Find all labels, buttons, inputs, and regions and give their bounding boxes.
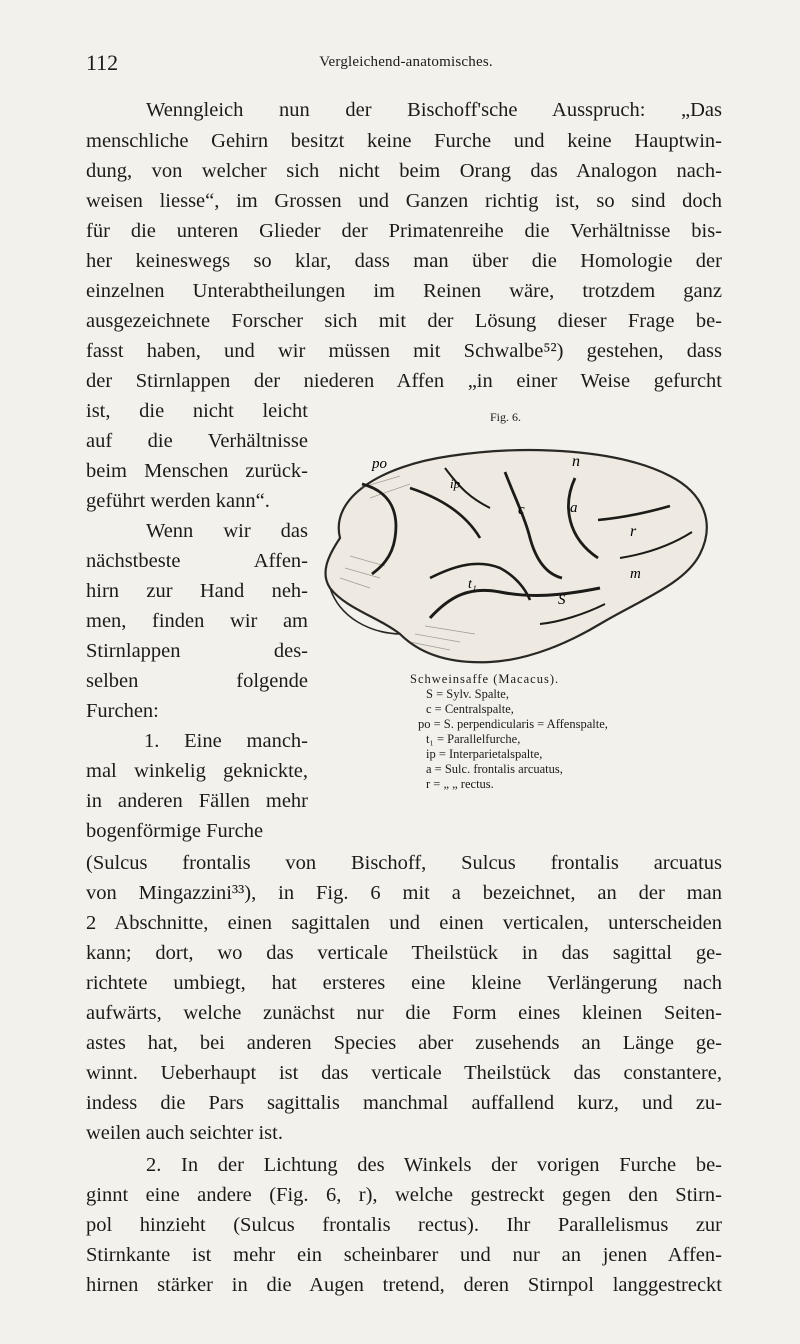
text-line: menschliche Gehirn besitzt keine Furche und keine Hauptwin- xyxy=(86,130,722,152)
text-line: ginnt eine andere (Fig. 6, r), welche gestreckt gegen den Stirn- xyxy=(86,1184,722,1206)
text-line: astes hat, bei anderen Species aber zusehends an Länge ge- xyxy=(86,1032,722,1054)
text-line: weilen auch seichter ist. xyxy=(86,1122,283,1144)
text-line: dung, von welcher sich nicht beim Orang das Analogon nach- xyxy=(86,160,722,182)
figure-label: Fig. 6. xyxy=(490,410,522,424)
running-title: Vergleichend-anatomisches. xyxy=(319,54,493,70)
caption-entry: t₁ = Parallelfurche, xyxy=(426,732,521,746)
caption-entry: po = S. perpendicularis = Affenspalte, xyxy=(418,717,608,731)
text-line: fasst haben, und wir müssen mit Schwalbe⁵²) gestehen, dass xyxy=(86,340,722,362)
caption-entry: r = „ „ rectus. xyxy=(426,777,494,791)
label-ip: ip xyxy=(450,476,461,491)
page-number: 112 xyxy=(86,50,119,75)
macaque-brain-drawing xyxy=(300,428,720,688)
text-line: der Stirnlappen der niederen Affen „in einer Weise gefurcht xyxy=(86,370,722,392)
text-line: (Sulcus frontalis von Bischoff, Sulcus frontalis arcuatus xyxy=(86,852,722,874)
text-line: Furchen: xyxy=(86,700,159,722)
label-t1: t₁ xyxy=(468,577,477,592)
text-line: 2. In der Lichtung des Winkels der vorigen Furche be- xyxy=(146,1154,722,1176)
text-line: Stirnlappen des- xyxy=(86,640,308,662)
text-line: richtete umbiegt, hat ersteres eine kleine Verlängerung nach xyxy=(86,972,722,994)
text-line: men, finden wir am xyxy=(86,610,308,632)
text-line: 2 Abschnitte, einen sagittalen und einen verticalen, unterscheiden xyxy=(86,912,722,934)
text-line: nächstbeste Affen- xyxy=(86,550,308,572)
text-line: in anderen Fällen mehr xyxy=(86,790,308,812)
text-line: kann; dort, wo das verticale Theilstück in das sagittal ge- xyxy=(86,942,722,964)
text-line: auf die Verhältnisse xyxy=(86,430,308,452)
caption-entry: ip = Interparietalspalte, xyxy=(426,747,543,761)
label-S: S xyxy=(558,592,566,608)
label-r: r xyxy=(630,523,637,540)
text-line: aufwärts, welche zunächst nur die Form eines kleinen Seiten- xyxy=(86,1002,722,1024)
label-m: m xyxy=(630,566,641,582)
text-line: selben folgende xyxy=(86,670,308,692)
text-line: geführt werden kann“. xyxy=(86,490,270,512)
text-line: bogenförmige Furche xyxy=(86,820,264,842)
caption-title: Schweinsaffe (Macacus). xyxy=(410,672,560,686)
caption-entry: S = Sylv. Spalte, xyxy=(426,687,509,701)
caption-entry: a = Sulc. frontalis arcuatus, xyxy=(426,762,563,776)
text-line: für die unteren Glieder der Primatenreihe die Verhältnisse bis- xyxy=(86,220,722,242)
text-line: Wenn wir das xyxy=(146,520,308,542)
text-line: mal winkelig geknickte, xyxy=(86,760,308,782)
label-n: n xyxy=(572,453,580,470)
figure-caption xyxy=(410,672,680,792)
text-line: hirnen stärker in die Augen tretend, deren Stirnpol langgestreckt xyxy=(86,1274,722,1296)
text-line: pol hinzieht (Sulcus frontalis rectus). Ihr Parallelismus zur xyxy=(86,1214,722,1236)
text-line: von Mingazzini³³), in Fig. 6 mit a bezeichnet, an der man xyxy=(86,882,722,904)
caption-entry: c = Centralspalte, xyxy=(426,702,514,716)
text-line: weisen liesse“, im Grossen und Ganzen richtig ist, so sind doch xyxy=(86,190,722,212)
text-line: ausgezeichnete Forscher sich mit der Lösung dieser Frage be- xyxy=(86,310,722,332)
page-header xyxy=(86,50,726,80)
text-line: hirn zur Hand neh- xyxy=(86,580,308,602)
brain-outline xyxy=(325,450,706,662)
text-line: Stirnkante ist mehr ein scheinbarer und nur an jenen Affen- xyxy=(86,1244,722,1266)
text-line: her keineswegs so klar, dass man über die Homologie der xyxy=(86,250,722,272)
text-line: einzelnen Unterabtheilungen im Reinen wäre, trotzdem ganz xyxy=(86,280,722,302)
label-a: a xyxy=(570,500,578,516)
text-line: winnt. Ueberhaupt ist das verticale Theilstück das constantere, xyxy=(86,1062,722,1084)
label-c: c xyxy=(518,502,525,518)
text-line: beim Menschen zurück- xyxy=(86,460,308,482)
text-line: Wenngleich nun der Bischoff'sche Ausspruch: „Das xyxy=(146,99,722,121)
label-po: po xyxy=(372,456,387,472)
text-line: indess die Pars sagittalis manchmal auffallend kurz, und zu- xyxy=(86,1092,722,1114)
text-line: ist, die nicht leicht xyxy=(86,400,308,422)
text-line: 1. Eine manch- xyxy=(144,730,308,752)
